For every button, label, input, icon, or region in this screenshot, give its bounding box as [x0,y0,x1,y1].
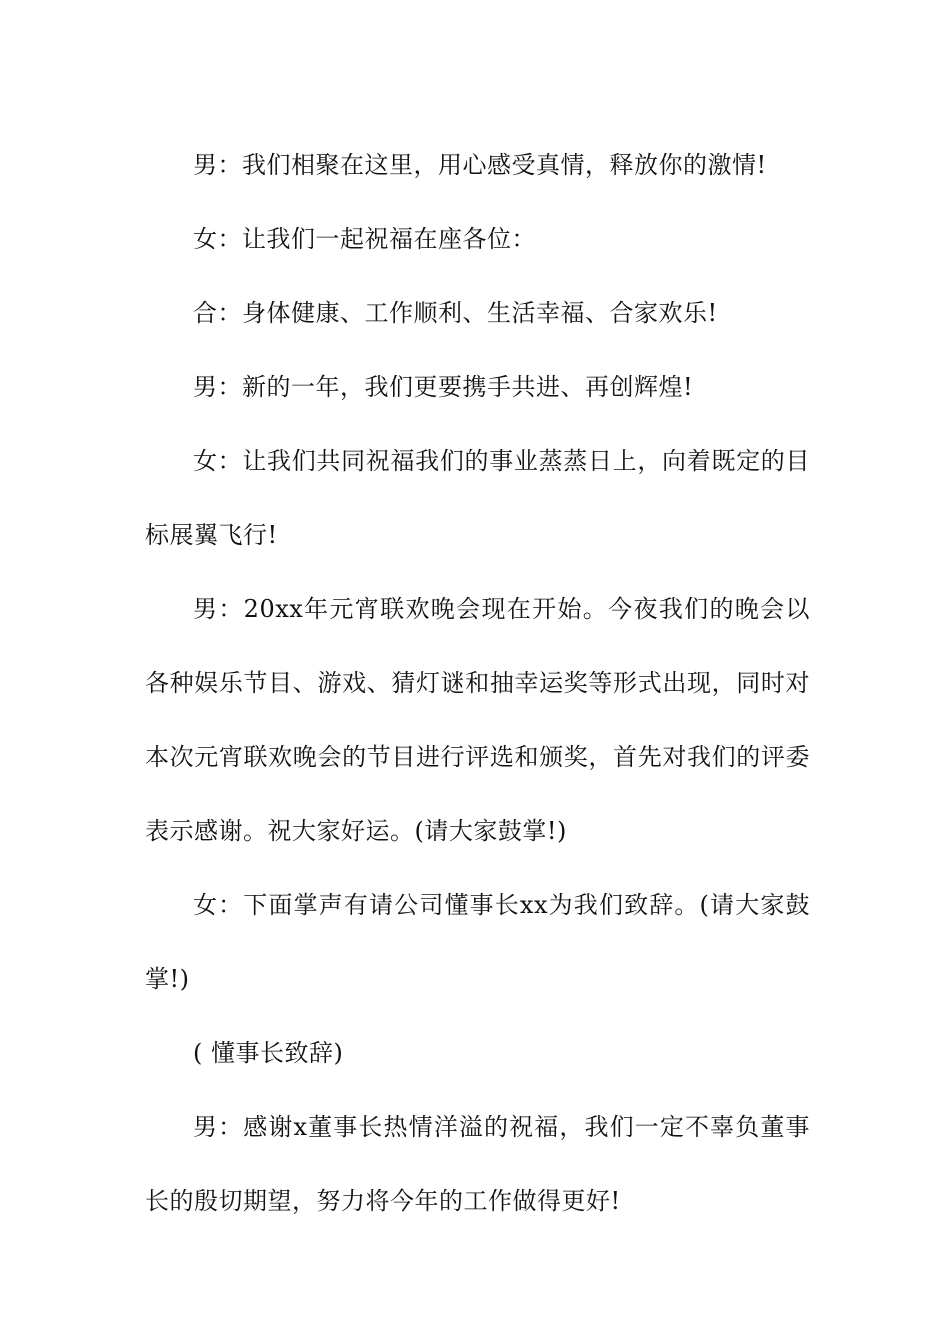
paragraph-male-thanks: 男：感谢x董事长热情洋溢的祝福，我们一定不辜负董事长的殷切期望，努力将今年的工作做得更好! [145,1113,810,1215]
paragraph-male-opening: 男：20xx年元宵联欢晚会现在开始。今夜我们的晚会以各种娱乐节目、游戏、猜灯谜和抽幸运奖等形式出现，同时对本次元宵联欢晚会的节目进行评选和颁奖，首先对我们的评委表示感谢。祝大家好运。(请大家鼓掌!) [145,595,810,845]
paragraph-male-new-year: 男：新的一年，我们更要携手共进、再创辉煌! [193,373,694,401]
paragraph-female-invite-chairman: 女：下面掌声有请公司懂事长xx为我们致辞。(请大家鼓掌!) [145,891,810,993]
paragraph-female-blessing-intro: 女：让我们一起祝福在座各位： [193,225,536,253]
document-body [145,128,810,1238]
paragraph-male-greeting: 男：我们相聚在这里，用心感受真情，释放你的激情! [193,151,767,179]
paragraph-together-wishes: 合：身体健康、工作顺利、生活幸福、合家欢乐! [193,299,718,327]
paragraph-female-career: 女：让我们共同祝福我们的事业蒸蒸日上，向着既定的目标展翼飞行! [145,447,810,549]
paragraph-chairman-speech-note: ( 懂事长致辞) [193,1039,344,1067]
